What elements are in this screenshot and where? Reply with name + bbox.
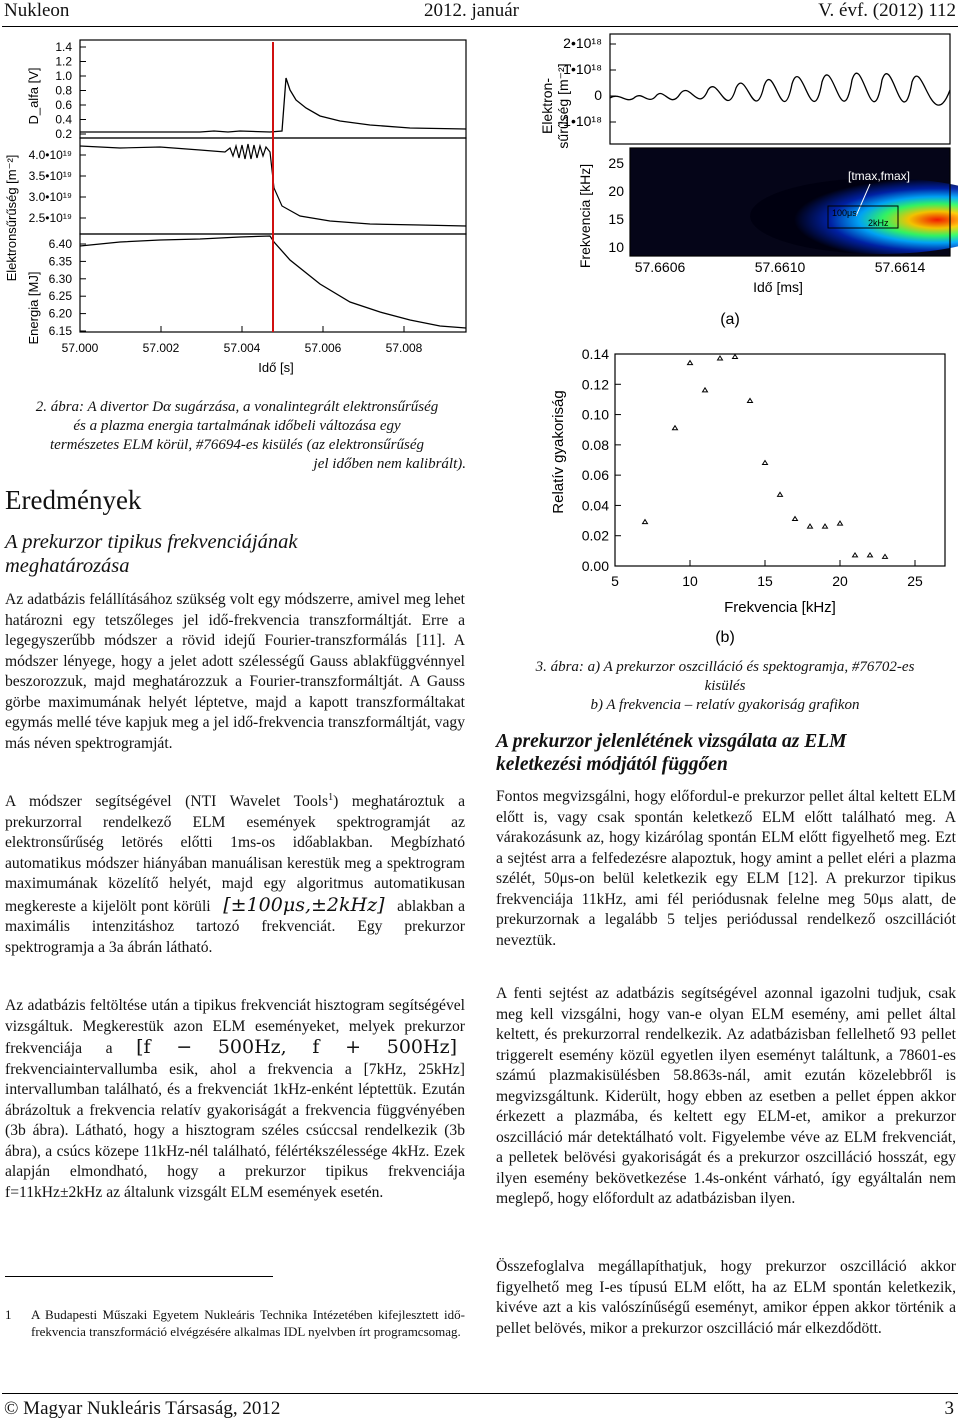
fig3a-spec-tick-label: 20 [608,183,624,199]
fig2-energy-tick-label: 6.25 [48,289,72,304]
fig2-caption-line: jel időben nem kalibrált). [313,456,466,472]
fig3b-x-tick-label: 20 [832,573,848,589]
footnote-number: 1 [5,1307,12,1322]
paragraph-verification: A fenti sejtést az adatbázis segítségével azonnal igazolni tudjuk, csak meg kell vizsgálni, hogy van-e olyan ELM esemény, ami pellet által keltett, és prekurzorral rendelkezik. Az adatbázisban fellelhető 93 pellet triggerelt esemény közül egyetlen ilyen eseményt találtunk, a 78601-es számú plazmakisülésben 58.863s-nál, amit ezután közelebbről is megvizsgáltunk. Kiderült, hogy ebben az esetben a pellet éppen akkor érkezett a plazmába, és keltett egy ELM-et, amikor a prekurzor oszcilláció már detektálható volt. Figyelembe véve az ELM frekvenciát, a pelletek belövési gyakoriságát és a prekurzor oszcilláció hosszát, egy ilyen esemény bekövetkezése 1.4s-onként várható, így egyáltalán nem meglepő, hogy előfordult az adatbázisban ilyen. [496,985,956,1207]
fig2-da-tick-label: 0.8 [55,83,72,98]
fig3b-data-point [808,524,813,528]
footnote-separator [5,1276,273,1277]
fig3b-data-point [763,461,768,465]
fig3a-x-tick-label: 57.6610 [754,259,806,275]
fig2-energy-tick-label: 6.30 [48,271,72,286]
fig3b-data-point [823,524,828,528]
fig3b-xlabel: Frekvencia [kHz] [724,599,836,616]
footnote-text: A Budapesti Műszaki Egyetem Nukleáris Technika Intézetében kifejlesztett idő-frekvencia transzformáció elvégzésére alkalmas IDL nyelvben írt programcsomag. [31,1307,465,1339]
fig2-x-tick-label: 57.006 [304,341,342,355]
fig3b-data-point [853,553,858,557]
fig2-ylabel-ne: Elektronsűrűség [m⁻²] [4,154,19,282]
figure-2 [0,28,470,380]
header-date: 2012. január [424,0,519,21]
fig3a-spec-tick-label: 15 [608,211,624,227]
fig3a-window-time: 100μs [832,208,857,218]
fig3a-ylabel-top-line1: Elektron- [539,77,555,135]
fig2-caption-line: természetes ELM körül, #76694-es kisülés (az elektronsűrűség [50,437,424,453]
figure-3a [530,30,958,340]
paragraph-spectrogram [5,788,465,958]
fig2-x-tick-label: 57.002 [142,341,180,355]
fig3b-y-tick-label: 0.06 [581,467,609,484]
fig2-da-tick-label: 1.2 [55,54,72,69]
header-rule [2,26,958,27]
fig3b-data-point [748,398,753,402]
footer-page-number: 3 [944,1398,954,1419]
p2-text-b: ) meghatároztuk a prekurzorral rendelkező ELM események spektrogramját az elektronsűrűség letörés előtti 1ms-os időablakban. Megbízható automatikus módszer hiányában manuálisan kerestük meg a spektrogram maximumának közelítő helyét, majd egy algoritmus automatikusan megkereste a kijelölt pont körüli [5,793,465,915]
fig2-axis-labels [4,67,41,344]
fig3a-top-tick-label: 2•10¹⁸ [563,35,602,51]
fig3b-data-point [718,356,723,360]
fig3a-top-tick-label: 0 [594,87,602,103]
fig3b-y-tick-label: 0.00 [581,558,609,574]
fig3b-data-point [883,554,888,558]
fig3b-y-tick-label: 0.12 [581,376,609,393]
fig2-energy-tick-label: 6.15 [48,324,72,338]
fig3a-signal-trace [610,73,950,105]
fig3b-data-point [778,492,783,496]
fig2-ylabel-da: D_alfa [V] [26,67,41,125]
fig2-caption-line: és a plazma energia tartalmának időbeli változása egy [73,418,401,434]
fig3a-top-tick-label: -1•10¹⁸ [558,113,602,129]
fig3b-plot-area [615,354,945,566]
fig3a-top-tick-label: 1•10¹⁸ [563,61,602,77]
fig2-da-tick-label: 1.4 [55,40,72,54]
fig3a-signal-panel [610,34,950,144]
paragraph-histogram [5,996,465,1203]
paragraph-summary: Összefoglalva megállapíthatjuk, hogy prekurzor oszcilláció akkor figyelhető meg I-es típusú ELM előtt, ha az ELM spontán keletkezik, kivéve azt a kis valószínűségű eseményt, amikor éppen akkor történik a pellet belövés, mikor a prekurzor oszcilláció már elkezdődött. [496,1258,956,1337]
fig3a-max-annotation: [tmax,fmax] [848,169,911,183]
fig3a-x-tick-label: 57.6606 [634,259,686,275]
subsection-title: A prekurzor tipikus frekvenciájának meghatározása [5,531,298,577]
fig3a-ylabel-top-line2: sűrűség [m⁻²] [555,63,571,149]
fig3a-window-freq: 2kHz [868,218,889,228]
fig2-xlabel: Idő [s] [258,360,294,375]
fig2-energy-tick-label: 6.20 [48,306,72,321]
header-volume: V. évf. (2012) 112 [818,0,956,21]
fig3-caption-line: kisülés [704,678,746,694]
fig3b-y-tick-label: 0.14 [581,346,609,362]
fig3a-spec-tick-label: 10 [608,239,624,255]
fig3a-spec-tick-label: 25 [608,155,624,171]
fig2-ne-tick-label: 3.0•10¹⁹ [28,190,72,204]
fig2-ne-tick-label: 3.5•10¹⁹ [28,169,72,183]
header-journal: Nukleon [4,0,70,21]
fig2-ne-tick-label: 4.0•10¹⁹ [28,148,72,162]
fig3-caption-line: b) A frekvencia – relatív gyakoriság grafikon [590,697,860,713]
fig3b-y-tick-label: 0.10 [581,406,609,423]
p3-text-a: Az adatbázis feltöltése után a tipikus frekvenciát hisztogram segítségével vizsgáltuk. Megkerestük azon ELM eseményeket, melyek prekurzor frekvenciája a [5,997,465,1057]
fig2-caption [8,398,466,474]
fig3b-data-point [868,553,873,557]
fig2-caption-line: 2. ábra: A divertor Dα sugárzása, a vonalintegrált elektronsűrűség [35,399,439,415]
figure-3b [535,340,955,650]
fig3b-data-point [643,520,648,524]
p3-text-b: frekvenciaintervallumba esik, ahol a frekvencia a [7kHz, 25kHz] intervallumban található, és a frekvenciát 1kHz-enként léptettük. Ezután ábrázoltuk a frekvencia relatív gyakoriságát a frekvencia függvényében (3b ábra). Látható, hogy a hisztogram széles csúccsal rendelkezik (3b ábra), a csúcs közepe 11kHz-nél található, félértékszélessége 4kHz. Ezek alapján elmondható, hogy a prekurzor tipikus frekvenciája f=11kHz±2kHz az általunk vizsgált ELM események esetén. [5,1060,465,1201]
footnote [5,1306,465,1340]
fig3b-ylabel: Relatív gyakoriság [550,390,567,514]
right-subsection-title: A prekurzor jelenlétének vizsgálata az ELM keletkezési módjától függően [496,731,847,775]
fig3b-data-point [688,361,693,365]
footer-copyright: © Magyar Nukleáris Társaság, 2012 [4,1398,281,1419]
paragraph-hypothesis: Fontos megvizsgálni, hogy előfordul-e prekurzor pellet által keltett ELM előtt is, vagy csak spontán keletkező ELM előtt található meg. A várakozásunk az, hogy kizárólag spontán ELM előtt figyelhető meg. Ezt a sejtést arra a felfedezésre alapoztuk, hogy amint a pellet eléri a plazma szélét, 50μs-on belül keletkezik egy ELM [12]. A prekurzor tipikus frekvenciája 11kHz, ami fél periódusnak felelne meg 50μs alatt, de prekurzornak a legalább 5 teljes periódussal rendelkező oszcillációt neveztük. [496,788,956,949]
fig2-da-tick-label: 0.6 [55,98,72,112]
p2-text-a: A módszer segítségével (NTI Wavelet Tools [5,793,329,811]
fig2-x-tick-label: 57.004 [223,341,261,355]
fig3b-x-tick-label: 15 [757,573,773,589]
fig2-da-tick-label: 0.2 [55,127,72,141]
fig3a-ylabel-spec: Frekvencia [kHz] [577,163,593,269]
fig2-da-tick-label: 1.0 [55,69,72,83]
fig3b-y-tick-label: 0.04 [581,497,609,514]
fig2-x-tick-label: 57.008 [385,341,423,355]
fig2-x-tick-label: 57.000 [61,341,99,355]
fig3b-data-point [703,388,708,392]
fig3b-y-tick-label: 0.08 [581,436,609,453]
fig3b-data-point [733,355,738,359]
fig3b-x-tick-label: 5 [611,573,619,589]
fig3b-data-point [793,517,798,521]
fig3a-panel-label: (a) [720,311,740,328]
p2-text-c: ablakban a maximális intenzitáshoz tartozó frekvenciát. Egy prekurzor spektrogramja a 3a ábrán látható. [5,897,465,956]
fig3b-panel-label: (b) [715,629,735,646]
fig2-ylabel-energy: Energia [MJ] [26,271,41,345]
fig3a-x-tick-label: 57.6614 [874,259,926,275]
fig3b-data-point [673,426,678,430]
fig2-ne-tick-label: 2.5•10¹⁹ [28,211,72,225]
interval-formula: [f − 500Hz, f + 500Hz] [136,1036,458,1058]
fig3-caption-line: 3. ábra: a) A prekurzor oszcilláció és spektogramja, #76702-es [535,659,915,675]
fig2-da-tick-label: 0.4 [55,112,72,127]
section-title: Eredmények [5,485,142,515]
footer-rule [2,1393,958,1394]
footnote-ref: 1 [328,792,334,803]
fig2-energy-tick-label: 6.40 [48,237,72,251]
fig2-energy-tick-label: 6.35 [48,254,72,269]
fig3b-x-tick-label: 10 [682,573,698,589]
fig3-caption [500,658,950,715]
paragraph-method: Az adatbázis felállításához szükség volt egy módszerre, amivel meg lehet határozni egy tetszőleges jel idő-frekvencia transzformáltját. Erre a legegyszerűbb módszer a rövid idejű Fourier-transzformálás [11]. A módszer lényege, hogy a jelet adott szélességű Gauss ablakfüggvénnyel beszorozzuk, majd meghatározzuk a Fourier-transzformáltját. A Gauss görbe maximumának helyét léptetve, majd a kapott transzformáltakat egymás mellé téve kapjuk meg a jel idő-frekvencia transzformáltját, vagy más néven spektrogramját. [5,591,465,752]
fig3b-data-point [838,521,843,525]
fig3b-y-tick-label: 0.02 [581,527,609,544]
fig3b-x-tick-label: 25 [907,573,923,589]
window-formula: [±100μs,±2kHz] [223,893,385,916]
fig3a-xlabel: Idő [ms] [753,279,803,295]
